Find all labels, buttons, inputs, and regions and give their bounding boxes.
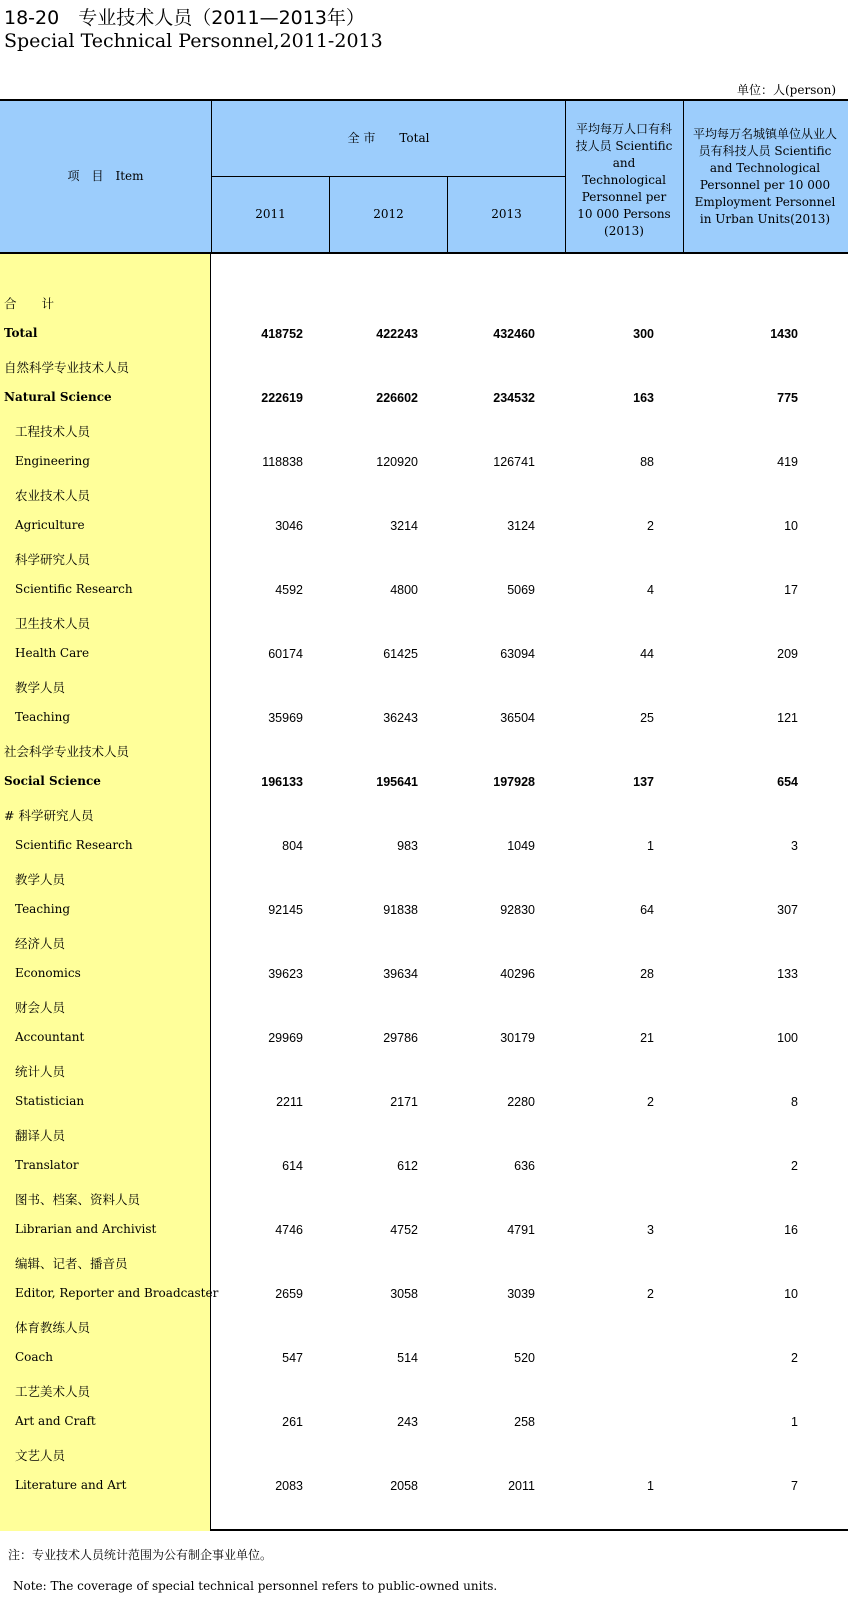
table-row — [0, 895, 848, 927]
table-row — [0, 799, 848, 831]
row-value: 520 — [514, 1351, 535, 1365]
row-value: 8 — [791, 1095, 798, 1109]
row-value: 39634 — [383, 967, 418, 981]
row-value: 4800 — [390, 583, 418, 597]
row-label: 工艺美术人员 — [15, 1384, 91, 1399]
row-label: Agriculture — [15, 518, 85, 532]
row-label: # 科学研究人员 — [4, 808, 94, 823]
table-row — [0, 1119, 848, 1151]
row-value: 209 — [777, 647, 798, 661]
row-value: 100 — [777, 1031, 798, 1045]
row-value: 92145 — [268, 903, 303, 917]
row-value: 419 — [777, 455, 798, 469]
row-label: 农业技术人员 — [15, 488, 91, 503]
row-value: 226602 — [376, 391, 418, 405]
header-total: 全 市 Total — [347, 131, 430, 145]
row-value: 120920 — [376, 455, 418, 469]
row-value: 1 — [647, 1479, 654, 1493]
row-value: 418752 — [261, 327, 303, 341]
row-value: 91838 — [383, 903, 418, 917]
row-value: 163 — [633, 391, 654, 405]
header-divider — [565, 101, 566, 252]
row-value: 1049 — [507, 839, 535, 853]
row-label: Engineering — [15, 454, 90, 468]
footnote-cn: 注：专业技术人员统计范围为公有制企事业单位。 — [8, 1548, 273, 1562]
row-value: 3 — [647, 1223, 654, 1237]
row-label: Teaching — [15, 902, 71, 916]
row-label: 文艺人员 — [15, 1448, 66, 1463]
row-value: 3058 — [390, 1287, 418, 1301]
row-value: 196133 — [261, 775, 303, 789]
table-row — [0, 863, 848, 895]
row-value: 2 — [791, 1351, 798, 1365]
row-label: 编辑、记者、播音员 — [15, 1256, 128, 1271]
table-row — [0, 1279, 848, 1311]
row-label: 统计人员 — [15, 1064, 66, 1079]
row-value: 88 — [640, 455, 654, 469]
table-row — [0, 1215, 848, 1247]
row-value: 2 — [791, 1159, 798, 1173]
header-year-2011: 2011 — [255, 207, 286, 221]
row-value: 197928 — [493, 775, 535, 789]
data-table — [0, 99, 848, 1531]
table-row — [0, 1151, 848, 1183]
row-value: 300 — [633, 327, 654, 341]
row-label: 教学人员 — [15, 680, 66, 695]
row-label: 工程技术人员 — [15, 424, 91, 439]
table-row — [0, 543, 848, 575]
header-divider — [329, 177, 330, 252]
row-value: 432460 — [493, 327, 535, 341]
row-value: 4791 — [507, 1223, 535, 1237]
row-value: 35969 — [268, 711, 303, 725]
table-row — [0, 767, 848, 799]
table-row — [0, 287, 848, 319]
row-value: 30179 — [500, 1031, 535, 1045]
row-label: 自然科学专业技术人员 — [4, 360, 130, 375]
row-value: 4592 — [275, 583, 303, 597]
table-row — [0, 1439, 848, 1471]
row-value: 514 — [397, 1351, 418, 1365]
table-row — [0, 383, 848, 415]
row-value: 261 — [282, 1415, 303, 1429]
row-label: Scientific Research — [15, 838, 133, 852]
row-label: Economics — [15, 966, 81, 980]
row-value: 2011 — [508, 1479, 535, 1493]
row-label: Translator — [15, 1158, 79, 1172]
row-value: 3 — [791, 839, 798, 853]
row-label: 科学研究人员 — [15, 552, 91, 567]
row-label: Accountant — [15, 1030, 85, 1044]
row-label: 图书、档案、资料人员 — [15, 1192, 141, 1207]
row-value: 195641 — [376, 775, 418, 789]
table-row — [0, 1471, 848, 1503]
row-value: 422243 — [376, 327, 418, 341]
row-value: 44 — [640, 647, 654, 661]
table-row — [0, 1343, 848, 1375]
table-row — [0, 1023, 848, 1055]
table-row — [0, 479, 848, 511]
row-value: 2211 — [276, 1095, 303, 1109]
row-label: Health Care — [15, 646, 90, 660]
row-value: 10 — [784, 1287, 798, 1301]
table-row — [0, 1247, 848, 1279]
table-row — [0, 703, 848, 735]
row-value: 16 — [784, 1223, 798, 1237]
row-value: 10 — [784, 519, 798, 533]
row-value: 3214 — [390, 519, 418, 533]
table-header — [0, 101, 848, 254]
row-label: Natural Science — [4, 390, 112, 404]
row-label: Statistician — [15, 1094, 85, 1108]
table-row — [0, 607, 848, 639]
row-label: 体育教练人员 — [15, 1320, 91, 1335]
row-label: 社会科学专业技术人员 — [4, 744, 130, 759]
row-label: Librarian and Archivist — [15, 1222, 157, 1236]
row-value: 36243 — [383, 711, 418, 725]
row-value: 775 — [777, 391, 798, 405]
row-label: Editor, Reporter and Broadcaster — [15, 1286, 219, 1300]
row-value: 36504 — [500, 711, 535, 725]
row-value: 61425 — [383, 647, 418, 661]
table-row — [0, 927, 848, 959]
row-value: 614 — [282, 1159, 303, 1173]
row-label: Social Science — [4, 774, 101, 788]
row-value: 40296 — [500, 967, 535, 981]
row-value: 63094 — [500, 647, 535, 661]
row-label: Teaching — [15, 710, 71, 724]
row-value: 547 — [282, 1351, 303, 1365]
table-row — [0, 351, 848, 383]
header-divider — [212, 176, 565, 177]
table-row — [0, 1087, 848, 1119]
row-value: 21 — [640, 1031, 654, 1045]
header-per-employment: 平均每万名城镇单位从业人员有科技人员 Scientific and Technological Personnel per 10 000 Employment Personnel in Urban Units(2013) — [692, 126, 837, 226]
row-value: 4752 — [390, 1223, 418, 1237]
row-value: 5069 — [507, 583, 535, 597]
table-row — [0, 831, 848, 863]
table-row — [0, 1055, 848, 1087]
table-row — [0, 511, 848, 543]
row-value: 2083 — [275, 1479, 303, 1493]
row-value: 137 — [633, 775, 654, 789]
row-label: Total — [4, 326, 38, 340]
row-value: 612 — [397, 1159, 418, 1173]
row-value: 804 — [282, 839, 303, 853]
row-value: 636 — [514, 1159, 535, 1173]
footnote-en: Note: The coverage of special technical personnel refers to public-owned units. — [13, 1579, 498, 1593]
row-label: Scientific Research — [15, 582, 133, 596]
table-row — [0, 1407, 848, 1439]
row-value: 1430 — [770, 327, 798, 341]
row-value: 60174 — [268, 647, 303, 661]
row-value: 29969 — [268, 1031, 303, 1045]
row-value: 2058 — [390, 1479, 418, 1493]
row-value: 983 — [397, 839, 418, 853]
row-value: 118838 — [262, 455, 303, 469]
row-label: Literature and Art — [15, 1478, 127, 1492]
header-item: 项 目 Item — [67, 169, 144, 183]
row-value: 2 — [647, 1095, 654, 1109]
row-label: Coach — [15, 1350, 54, 1364]
row-value: 17 — [784, 583, 798, 597]
table-row — [0, 639, 848, 671]
page-title-en: Special Technical Personnel,2011-2013 — [4, 30, 383, 52]
row-value: 2 — [647, 1287, 654, 1301]
row-value: 92830 — [500, 903, 535, 917]
row-value: 243 — [397, 1415, 418, 1429]
row-value: 3124 — [507, 519, 535, 533]
row-value: 3039 — [507, 1287, 535, 1301]
row-value: 307 — [777, 903, 798, 917]
row-label: 翻译人员 — [15, 1128, 66, 1143]
row-value: 222619 — [261, 391, 303, 405]
table-row — [0, 959, 848, 991]
table-row — [0, 735, 848, 767]
row-value: 133 — [777, 967, 798, 981]
unit-label: 单位：人(person) — [737, 83, 836, 97]
table-row — [0, 415, 848, 447]
table-row — [0, 1375, 848, 1407]
row-value: 126741 — [493, 455, 535, 469]
row-value: 1 — [791, 1415, 798, 1429]
table-row — [0, 575, 848, 607]
header-per-population: 平均每万人口有科技人员 Scientific and Technological Personnel per 10 000 Persons (2013) — [575, 122, 673, 238]
row-label: Art and Craft — [15, 1414, 96, 1428]
row-label: 财会人员 — [15, 1000, 66, 1015]
table-row — [0, 1183, 848, 1215]
row-label: 合 计 — [4, 296, 55, 311]
row-value: 2 — [647, 519, 654, 533]
row-value: 39623 — [268, 967, 303, 981]
row-value: 4746 — [275, 1223, 303, 1237]
row-value: 28 — [640, 967, 654, 981]
table-row — [0, 319, 848, 351]
table-row — [0, 447, 848, 479]
row-value: 121 — [777, 711, 798, 725]
row-value: 2171 — [390, 1095, 418, 1109]
row-value: 2659 — [275, 1287, 303, 1301]
row-value: 29786 — [383, 1031, 418, 1045]
row-label: 经济人员 — [15, 936, 66, 951]
row-value: 234532 — [493, 391, 535, 405]
header-divider — [683, 101, 684, 252]
row-value: 25 — [640, 711, 654, 725]
row-value: 1 — [647, 839, 654, 853]
table-row — [0, 991, 848, 1023]
header-year-2012: 2012 — [373, 207, 404, 221]
header-year-2013: 2013 — [491, 207, 522, 221]
row-value: 4 — [647, 583, 654, 597]
table-row — [0, 1311, 848, 1343]
row-value: 2280 — [507, 1095, 535, 1109]
page-title-cn: 18-20 专业技术人员（2011—2013年） — [4, 7, 365, 29]
row-label: 卫生技术人员 — [15, 616, 91, 631]
row-value: 7 — [791, 1479, 798, 1493]
row-value: 258 — [514, 1415, 535, 1429]
row-value: 64 — [640, 903, 654, 917]
table-row — [0, 671, 848, 703]
row-label: 教学人员 — [15, 872, 66, 887]
header-divider — [447, 177, 448, 252]
row-value: 654 — [777, 775, 798, 789]
table-body — [0, 254, 848, 1531]
row-value: 3046 — [275, 519, 303, 533]
